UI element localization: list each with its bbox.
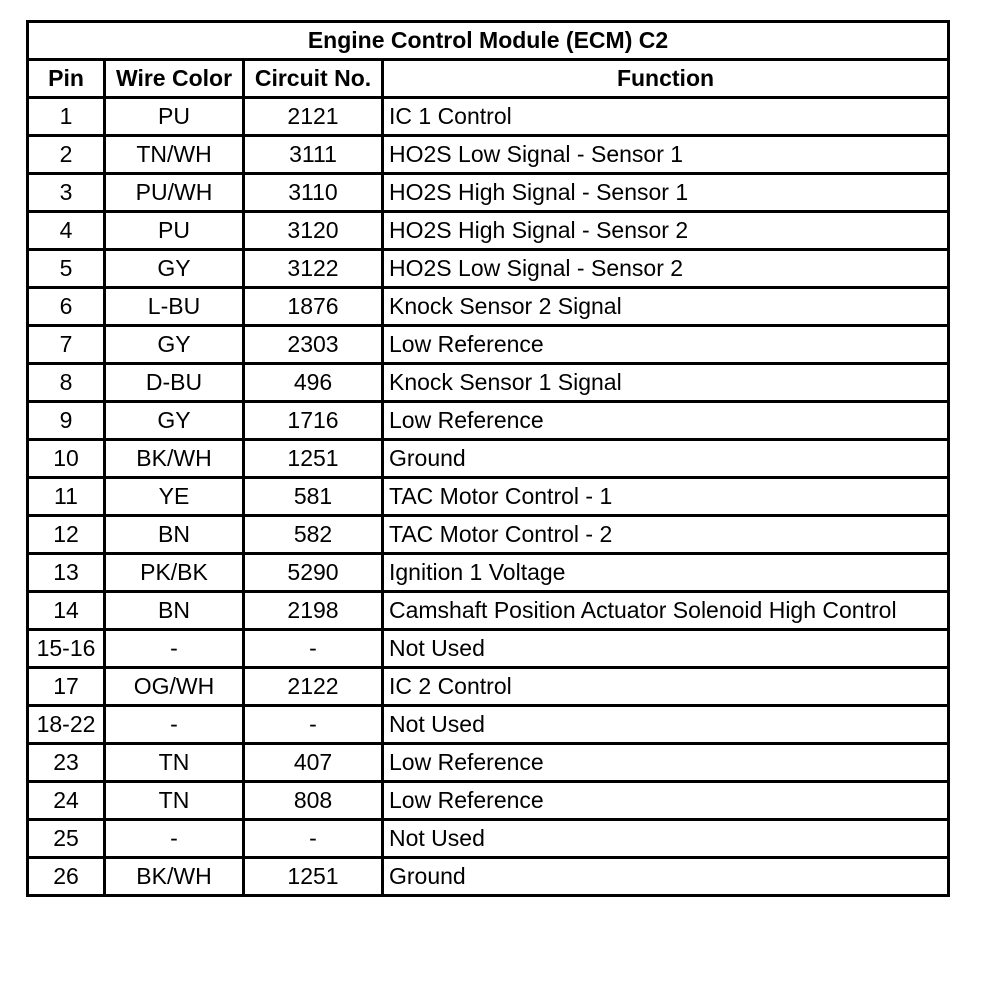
function-cell: TAC Motor Control - 2 <box>383 516 949 554</box>
wire-color-cell: TN <box>105 782 244 820</box>
circuit-cell: 3120 <box>244 212 383 250</box>
circuit-cell: 1251 <box>244 858 383 896</box>
pin-cell: 4 <box>28 212 105 250</box>
circuit-cell: 808 <box>244 782 383 820</box>
wire-color-cell: OG/WH <box>105 668 244 706</box>
function-cell: Low Reference <box>383 744 949 782</box>
header-wire-color: Wire Color <box>105 60 244 98</box>
wire-color-cell: TN/WH <box>105 136 244 174</box>
table-row <box>28 364 949 402</box>
pin-cell: 12 <box>28 516 105 554</box>
table-row <box>28 858 949 896</box>
header-row <box>28 60 949 98</box>
function-cell: Ground <box>383 858 949 896</box>
wire-color-cell: PU <box>105 98 244 136</box>
circuit-cell: 496 <box>244 364 383 402</box>
pin-cell: 11 <box>28 478 105 516</box>
circuit-cell: 3110 <box>244 174 383 212</box>
function-cell: Ignition 1 Voltage <box>383 554 949 592</box>
pin-cell: 14 <box>28 592 105 630</box>
function-cell: Knock Sensor 1 Signal <box>383 364 949 402</box>
function-cell: Low Reference <box>383 326 949 364</box>
wire-color-cell: BN <box>105 592 244 630</box>
wire-color-cell: PK/BK <box>105 554 244 592</box>
wire-color-cell: TN <box>105 744 244 782</box>
table-row <box>28 554 949 592</box>
wire-color-cell: PU <box>105 212 244 250</box>
circuit-cell: 2121 <box>244 98 383 136</box>
wire-color-cell: - <box>105 706 244 744</box>
function-cell: Knock Sensor 2 Signal <box>383 288 949 326</box>
function-cell: Camshaft Position Actuator Solenoid High Control <box>383 592 949 630</box>
table-title: Engine Control Module (ECM) C2 <box>28 22 949 60</box>
table-row <box>28 592 949 630</box>
table-row <box>28 706 949 744</box>
function-cell: Low Reference <box>383 782 949 820</box>
circuit-cell: 2303 <box>244 326 383 364</box>
pin-cell: 18-22 <box>28 706 105 744</box>
table-row <box>28 402 949 440</box>
pin-cell: 13 <box>28 554 105 592</box>
circuit-cell: 3111 <box>244 136 383 174</box>
circuit-cell: 1716 <box>244 402 383 440</box>
table-row <box>28 440 949 478</box>
function-cell: TAC Motor Control - 1 <box>383 478 949 516</box>
function-cell: Ground <box>383 440 949 478</box>
table-row <box>28 98 949 136</box>
pin-cell: 3 <box>28 174 105 212</box>
table-row <box>28 744 949 782</box>
function-cell: Not Used <box>383 820 949 858</box>
table-row <box>28 212 949 250</box>
table-row <box>28 174 949 212</box>
wire-color-cell: GY <box>105 250 244 288</box>
circuit-cell: 582 <box>244 516 383 554</box>
pin-cell: 15-16 <box>28 630 105 668</box>
pin-cell: 2 <box>28 136 105 174</box>
header-circuit-no: Circuit No. <box>244 60 383 98</box>
function-cell: HO2S High Signal - Sensor 2 <box>383 212 949 250</box>
pin-cell: 1 <box>28 98 105 136</box>
function-cell: HO2S Low Signal - Sensor 2 <box>383 250 949 288</box>
circuit-cell: - <box>244 820 383 858</box>
circuit-cell: 1251 <box>244 440 383 478</box>
function-cell: IC 1 Control <box>383 98 949 136</box>
pin-cell: 17 <box>28 668 105 706</box>
wire-color-cell: D-BU <box>105 364 244 402</box>
wire-color-cell: BK/WH <box>105 858 244 896</box>
circuit-cell: 1876 <box>244 288 383 326</box>
function-cell: Not Used <box>383 630 949 668</box>
pin-cell: 25 <box>28 820 105 858</box>
pin-cell: 6 <box>28 288 105 326</box>
table-row <box>28 668 949 706</box>
circuit-cell: - <box>244 630 383 668</box>
function-cell: IC 2 Control <box>383 668 949 706</box>
function-cell: HO2S High Signal - Sensor 1 <box>383 174 949 212</box>
wire-color-cell: - <box>105 630 244 668</box>
table-row <box>28 782 949 820</box>
pin-cell: 9 <box>28 402 105 440</box>
pin-cell: 5 <box>28 250 105 288</box>
pin-cell: 8 <box>28 364 105 402</box>
circuit-cell: 5290 <box>244 554 383 592</box>
circuit-cell: - <box>244 706 383 744</box>
table-row <box>28 288 949 326</box>
wire-color-cell: - <box>105 820 244 858</box>
pin-cell: 7 <box>28 326 105 364</box>
pin-cell: 23 <box>28 744 105 782</box>
circuit-cell: 581 <box>244 478 383 516</box>
wire-color-cell: BN <box>105 516 244 554</box>
function-cell: HO2S Low Signal - Sensor 1 <box>383 136 949 174</box>
pin-cell: 10 <box>28 440 105 478</box>
function-cell: Low Reference <box>383 402 949 440</box>
function-cell: Not Used <box>383 706 949 744</box>
wire-color-cell: BK/WH <box>105 440 244 478</box>
circuit-cell: 3122 <box>244 250 383 288</box>
title-row <box>28 22 949 60</box>
header-function: Function <box>383 60 949 98</box>
circuit-cell: 407 <box>244 744 383 782</box>
table-row <box>28 820 949 858</box>
wire-color-cell: GY <box>105 402 244 440</box>
pin-cell: 26 <box>28 858 105 896</box>
circuit-cell: 2198 <box>244 592 383 630</box>
table-row <box>28 516 949 554</box>
table-row <box>28 136 949 174</box>
header-pin: Pin <box>28 60 105 98</box>
wire-color-cell: YE <box>105 478 244 516</box>
table-row <box>28 326 949 364</box>
wire-color-cell: L-BU <box>105 288 244 326</box>
table-row <box>28 250 949 288</box>
table-row <box>28 478 949 516</box>
table-body <box>28 98 949 896</box>
pin-cell: 24 <box>28 782 105 820</box>
wire-color-cell: GY <box>105 326 244 364</box>
ecm-connector-table <box>26 20 950 897</box>
circuit-cell: 2122 <box>244 668 383 706</box>
wire-color-cell: PU/WH <box>105 174 244 212</box>
table-row <box>28 630 949 668</box>
